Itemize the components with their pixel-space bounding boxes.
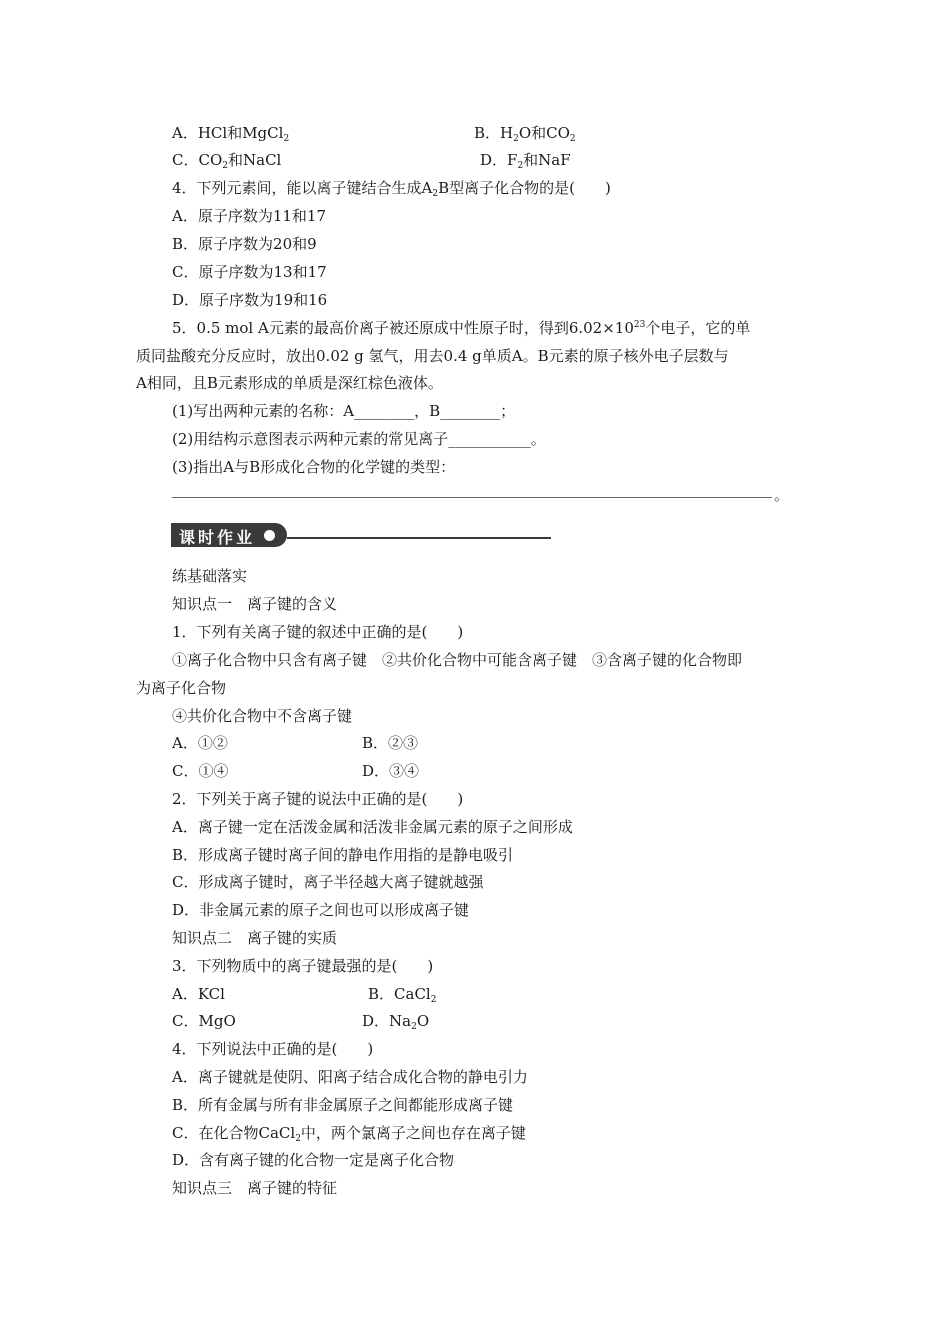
section-bullet-icon: [264, 530, 275, 541]
prev-q4-option-b: B．原子序数为20和9: [172, 235, 317, 253]
q1-option-b: B．②③: [362, 734, 419, 752]
q1-option-c: C．①④: [172, 762, 229, 780]
prev-q3-option-a: A．HCl和MgCl$_2$: [172, 124, 290, 144]
q4-option-d: D．含有离子键的化合物一定是离子化合物: [172, 1151, 455, 1169]
q3-option-d: D．$Na_2O$: [362, 1012, 430, 1032]
q2-option-b: B．形成离子键时离子间的静电作用指的是静电吸引: [172, 846, 514, 864]
q1-option-a: A．①②: [172, 734, 228, 752]
q2-option-d: D．非金属元素的原子之间也可以形成离子键: [172, 901, 470, 919]
q3-option-a: A．KCl: [172, 985, 225, 1003]
prev-q5-sub1: (1)写出两种元素的名称：A________，B________；: [172, 402, 516, 420]
section-divider: [287, 537, 551, 539]
prev-q4-stem: 4．下列元素间，能以离子键结合生成$A_2B$型离子化合物的是( ): [172, 179, 611, 199]
prev-q5-line1: 5．0.5 mol A元素的最高价离子被还原成中性原子时，得到$6.02\times 10^{23}$个电子，它的单: [172, 319, 751, 337]
answer-blank-line: [172, 497, 772, 498]
knowledge-point-2: 知识点二 离子键的实质: [172, 929, 338, 947]
prev-q4-option-c: C．原子序数为13和17: [172, 263, 327, 281]
prev-q4-option-a: A．原子序数为11和17: [172, 207, 327, 225]
q1-line1: ①离子化合物中只含有离子键 ②共价化合物中可能含离子键 ③含离子键的化合物即: [172, 651, 743, 669]
q2-option-a: A．离子键一定在活泼金属和活泼非金属元素的原子之间形成: [172, 818, 573, 836]
q4-option-c: C．在化合物CaCl$_2$中，两个氯离子之间也存在离子键: [172, 1124, 526, 1144]
q1-option-d: D．③④: [362, 762, 420, 780]
prev-q4-option-d: D．原子序数为19和16: [172, 291, 328, 309]
q3-stem: 3．下列物质中的离子键最强的是( ): [172, 957, 434, 975]
q4-option-a: A．离子键就是使阴、阳离子结合成化合物的静电引力: [172, 1068, 528, 1086]
prev-q3-option-b: B．$H_2O$和$CO_2$: [474, 124, 576, 144]
q4-stem: 4．下列说法中正确的是( ): [172, 1040, 374, 1058]
q2-option-c: C．形成离子键时，离子半径越大离子键就越强: [172, 873, 484, 891]
q4-option-b: B．所有金属与所有非金属原子之间都能形成离子键: [172, 1096, 514, 1114]
q3-option-c: C．MgO: [172, 1012, 236, 1030]
prev-q5-line2: 质同盐酸充分反应时，放出0.02 g 氢气，用去0.4 g单质A。B元素的原子核外电子层数与: [136, 347, 729, 365]
q1-line3: ④共价化合物中不含离子键: [172, 707, 353, 725]
q1-stem: 1．下列有关离子键的叙述中正确的是( ): [172, 623, 464, 641]
prev-q3-option-d: D．$F_2$和NaF: [480, 151, 571, 171]
q1-line2: 为离子化合物: [136, 679, 227, 697]
q3-option-b: B．CaCl$_2$: [368, 985, 437, 1005]
answer-period: 。: [774, 486, 790, 504]
section-title: 课时作业: [179, 528, 256, 547]
prev-q5-line3: A相同，且B元素形成的单质是深红棕色液体。: [136, 374, 443, 392]
subtitle: 练基础落实: [172, 567, 248, 585]
prev-q5-sub2: (2)用结构示意图表示两种元素的常见离子___________。: [172, 430, 546, 448]
knowledge-point-1: 知识点一 离子键的含义: [172, 595, 338, 613]
prev-q5-sub3: (3)指出A与B形成化合物的化学键的类型：: [172, 458, 456, 476]
knowledge-point-3: 知识点三 离子键的特征: [172, 1179, 338, 1197]
prev-q3-option-c: C．$CO_2$和NaCl: [172, 151, 282, 171]
q2-stem: 2．下列关于离子键的说法中正确的是( ): [172, 790, 464, 808]
